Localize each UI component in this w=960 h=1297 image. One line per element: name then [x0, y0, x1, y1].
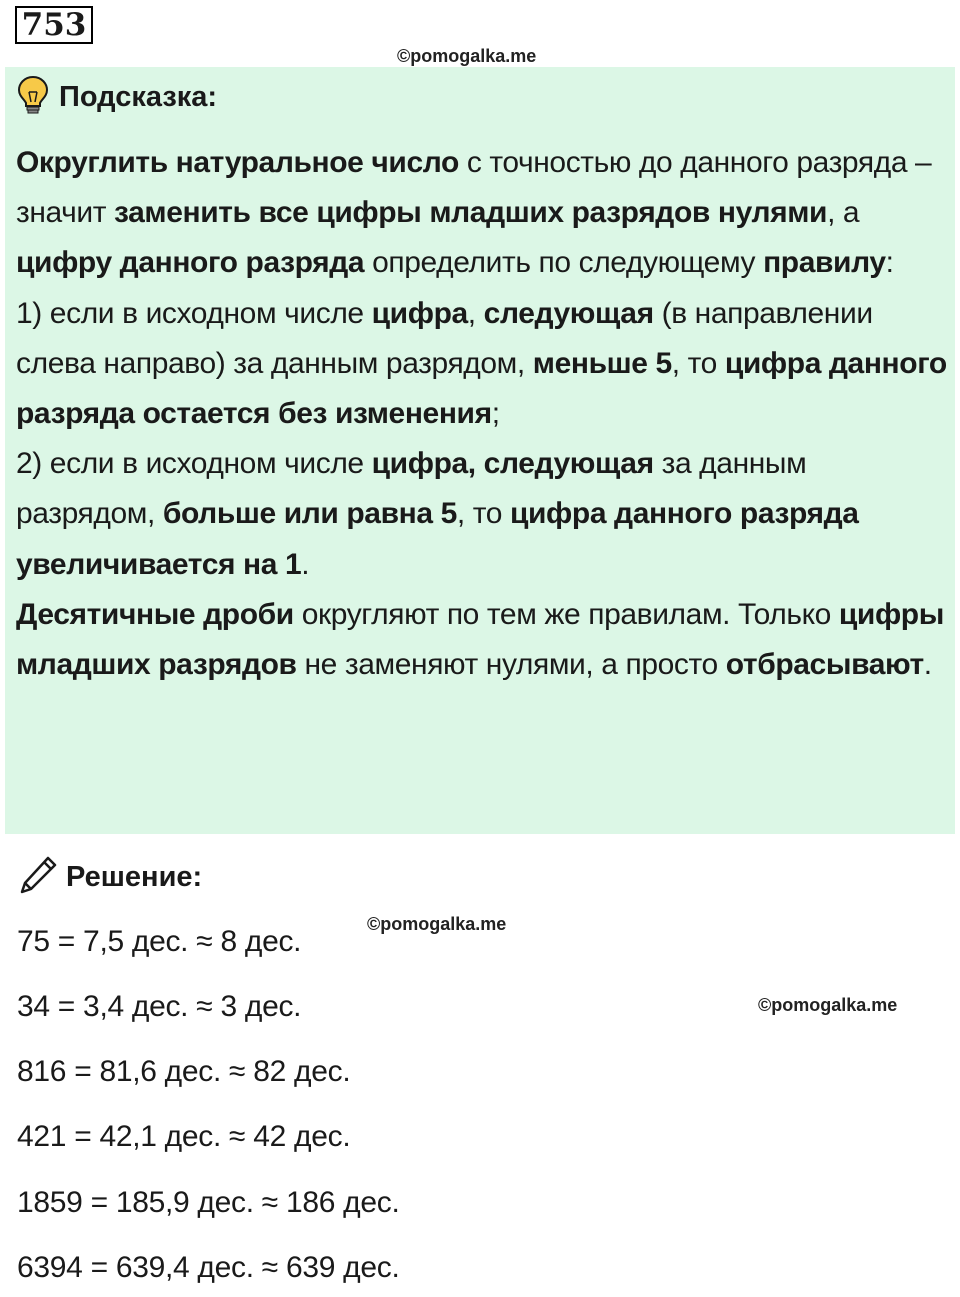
solution-title: Решение:: [66, 860, 203, 893]
hint-paragraph-1: Округлить натуральное число с точностью до данного разряда – значит заменить все цифры младших разрядов нулями, а цифру данного разряда определить по следующему правилу:: [16, 146, 932, 280]
solution-line: 6394 = 639,4 дес. ≈ 639 дес.: [17, 1251, 400, 1284]
watermark: ©pomogalka.me: [397, 46, 537, 66]
solution-line: 421 = 42,1 дес. ≈ 42 дес.: [17, 1120, 351, 1153]
hint-box: [5, 67, 955, 834]
solution-header: [18, 854, 202, 900]
lightbulb-icon: [17, 75, 49, 120]
task-number: 753: [15, 6, 93, 44]
hint-paragraph-2: 1) если в исходном числе цифра, следующая (в направлении слева направо) за данным разрядом, меньше 5, то цифра данного разряда остается без изменения;: [16, 296, 947, 431]
watermark: ©pomogalka.me: [367, 914, 507, 934]
solution-line: 1859 = 185,9 дес. ≈ 186 дес.: [17, 1186, 400, 1219]
hint-title: Подсказка:: [59, 80, 218, 113]
hint-paragraph-3: 2) если в исходном числе цифра, следующая за данным разрядом, больше или равна 5, то цифра данного разряда увеличивается на 1.: [16, 447, 859, 581]
hint-paragraph-4: Десятичные дроби округляют по тем же правилам. Только цифры младших разрядов не заменяют нулями, а просто отбрасывают.: [16, 597, 944, 682]
solution-line: 34 = 3,4 дес. ≈ 3 дес.: [17, 990, 302, 1023]
solution-line: 816 = 81,6 дес. ≈ 82 дес.: [17, 1055, 351, 1088]
pencil-icon: [18, 855, 58, 900]
hint-text: [16, 138, 951, 690]
solution-line: 75 = 7,5 дес. ≈ 8 дес.: [17, 925, 302, 958]
watermark: ©pomogalka.me: [758, 995, 898, 1015]
hint-header: [17, 77, 217, 117]
